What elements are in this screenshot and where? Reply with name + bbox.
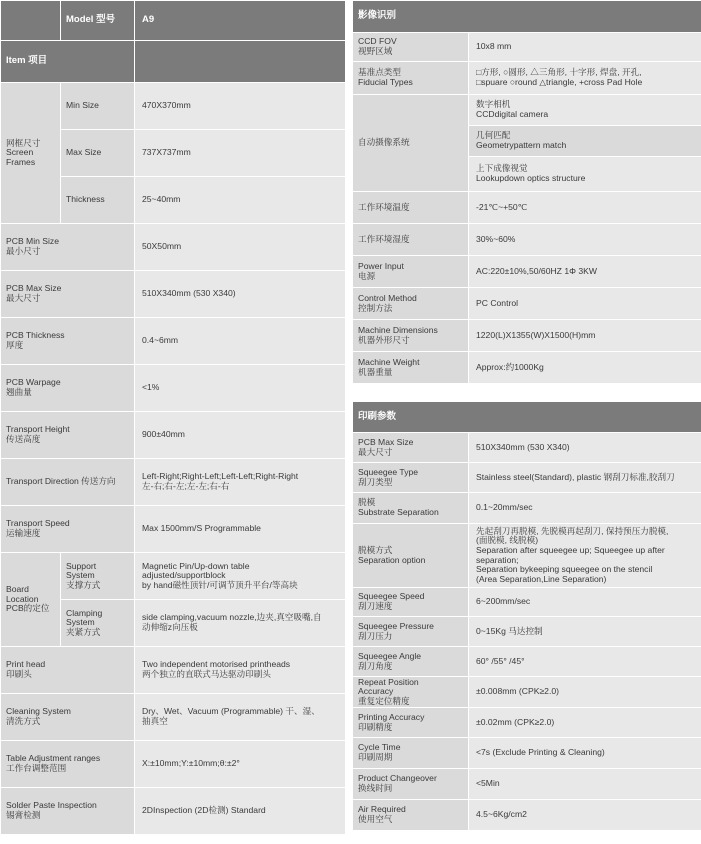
spec-value: 50X50mm — [135, 224, 346, 271]
spec-value: 510X340mm (530 X340) — [135, 271, 346, 318]
spec-value: □方形, ○圆形, △三角形, 十字形, 焊盘, 开孔, □spuare ○round △triangle, +cross Pad Hole — [469, 62, 701, 95]
left-spec-table — [0, 0, 345, 835]
spec-label: Repeat Position Accuracy 重复定位精度 — [353, 677, 469, 708]
spec-value: 900±40mm — [135, 412, 346, 459]
spec-value: 几何匹配 Geometrypattern match — [469, 126, 701, 157]
spec-value: <7s (Exclude Printing & Cleaning) — [469, 738, 701, 769]
screen-frames-label: 网框尺寸 Screen Frames — [1, 83, 61, 224]
spec-value: Approx:约1000Kg — [469, 352, 701, 384]
camera-system-label: 自动摄像系统 — [353, 95, 469, 192]
spec-label: 工作环境温度 — [353, 192, 469, 224]
spec-value: <1% — [135, 365, 346, 412]
spec-label: Power Input 电源 — [353, 256, 469, 288]
spec-label: Transport Speed 运输速度 — [1, 506, 135, 553]
spec-value: 10x8 mm — [469, 33, 701, 62]
spec-label: PCB Warpage 翘曲量 — [1, 365, 135, 412]
spec-value: Dry、Wet、Vacuum (Programmable) 干、湿、 抽真空 — [135, 694, 346, 741]
spec-value: 737X737mm — [135, 130, 346, 177]
spec-label: CCD FOV 视野区域 — [353, 33, 469, 62]
spec-value: 先起刮刀再脱模, 先脱模再起刮刀, 保持预压力脱模, (面脱模, 线脱模) Separation after squeegee up; Squeegee up after separation; Separation bykeeping squeegee on the stencil (Area Separation,Line Separation) — [469, 524, 701, 588]
spec-label: Transport Direction 传送方向 — [1, 459, 135, 506]
board-location-label: Board Location PCB的定位 — [1, 553, 61, 647]
print-section-title: 印刷参数 — [353, 402, 701, 433]
spec-label: Squeegee Pressure 刮刀压力 — [353, 617, 469, 647]
spec-sublabel: Min Size — [61, 83, 135, 130]
spec-value: X:±10mm;Y:±10mm;θ:±2° — [135, 741, 346, 788]
spec-label: Table Adjustment ranges 工作台调整范围 — [1, 741, 135, 788]
spec-value: 4.5~6Kg/cm2 — [469, 800, 701, 831]
spec-label: Printing Accuracy 印刷精度 — [353, 708, 469, 738]
spec-label: Squeegee Angle 刮刀角度 — [353, 647, 469, 677]
model-label: Model 型号 — [61, 1, 135, 41]
spec-value: 2DInspection (2D检测) Standard — [135, 788, 346, 835]
spec-value: Max 1500mm/S Programmable — [135, 506, 346, 553]
spec-label: Squeegee Type 刮刀类型 — [353, 463, 469, 493]
spec-value: 470X370mm — [135, 83, 346, 130]
item-label: Item 项目 — [1, 41, 135, 83]
spec-value: 上下成像视觉 Lookupdown optics structure — [469, 157, 701, 192]
spec-value: 1220(L)X1355(W)X1500(H)mm — [469, 320, 701, 352]
spec-label: Control Method 控制方法 — [353, 288, 469, 320]
spec-value: ±0.02mm (CPK≥2.0) — [469, 708, 701, 738]
spec-label: 基准点类型 Fiducial Types — [353, 62, 469, 95]
spec-value: <5Min — [469, 769, 701, 800]
spec-label: Squeegee Speed 刮刀速度 — [353, 588, 469, 617]
spec-label: Print head 印刷头 — [1, 647, 135, 694]
spec-value: Left-Right;Right-Left;Left-Left;Right-Right 左-右;右-左;左-左;右-右 — [135, 459, 346, 506]
spec-sublabel: Support System 支撑方式 — [61, 553, 135, 600]
spec-label: 脱模 Substrate Separation — [353, 493, 469, 524]
spec-value: Stainless steel(Standard), plastic 钢刮刀标准,胶刮刀 — [469, 463, 701, 493]
spec-value: 25~40mm — [135, 177, 346, 224]
spec-label: Machine Dimensions 机器外形尺寸 — [353, 320, 469, 352]
spec-label: 工作环境湿度 — [353, 224, 469, 256]
model-value: A9 — [135, 1, 346, 41]
section-gap — [353, 384, 701, 402]
spec-value: side clamping,vacuum nozzle,边夹,真空吸嘴,自 动伸缩z向压板 — [135, 600, 346, 647]
spec-label: PCB Min Size 最小尺寸 — [1, 224, 135, 271]
spec-label: Solder Paste Inspection 锡膏检测 — [1, 788, 135, 835]
right-spec-table — [352, 0, 701, 831]
spec-value: Two independent motorised printheads 两个独立的直联式马达驱动印刷头 — [135, 647, 346, 694]
spec-label: 脱模方式 Separation option — [353, 524, 469, 588]
spec-value: PC Control — [469, 288, 701, 320]
spec-value: 0.4~6mm — [135, 318, 346, 365]
spec-label: Cleaning System 清洗方式 — [1, 694, 135, 741]
spec-sublabel: Thickness — [61, 177, 135, 224]
spec-value: 60° /55° /45° — [469, 647, 701, 677]
header-blank — [1, 1, 61, 41]
spec-label: Cycle Time 印刷周期 — [353, 738, 469, 769]
item-blank — [135, 41, 346, 83]
spec-label: Product Changeover 换线时间 — [353, 769, 469, 800]
spec-value: Magnetic Pin/Up-down table adjusted/supportblock by hand磁性顶针/可调节顶升平台/等高块 — [135, 553, 346, 600]
spec-label: Machine Weight 机器重量 — [353, 352, 469, 384]
spec-value: 510X340mm (530 X340) — [469, 433, 701, 463]
spec-value: AC:220±10%,50/60HZ 1Φ 3KW — [469, 256, 701, 288]
spec-value: 0~15Kg 马达控制 — [469, 617, 701, 647]
spec-sublabel: Clamping System 夹紧方式 — [61, 600, 135, 647]
spec-label: PCB Max Size 最大尺寸 — [353, 433, 469, 463]
vision-section-title: 影像识别 — [353, 1, 701, 33]
spec-sublabel: Max Size — [61, 130, 135, 177]
spec-label: PCB Max Size 最大尺寸 — [1, 271, 135, 318]
spec-value: -21℃~+50℃ — [469, 192, 701, 224]
spec-label: PCB Thickness 厚度 — [1, 318, 135, 365]
spec-value: ±0.008mm (CPK≥2.0) — [469, 677, 701, 708]
spec-value: 数字相机 CCDdigital camera — [469, 95, 701, 126]
spec-label: Air Required 使用空气 — [353, 800, 469, 831]
spec-label: Transport Height 传送高度 — [1, 412, 135, 459]
spec-value: 0.1~20mm/sec — [469, 493, 701, 524]
spec-value: 30%~60% — [469, 224, 701, 256]
spec-value: 6~200mm/sec — [469, 588, 701, 617]
